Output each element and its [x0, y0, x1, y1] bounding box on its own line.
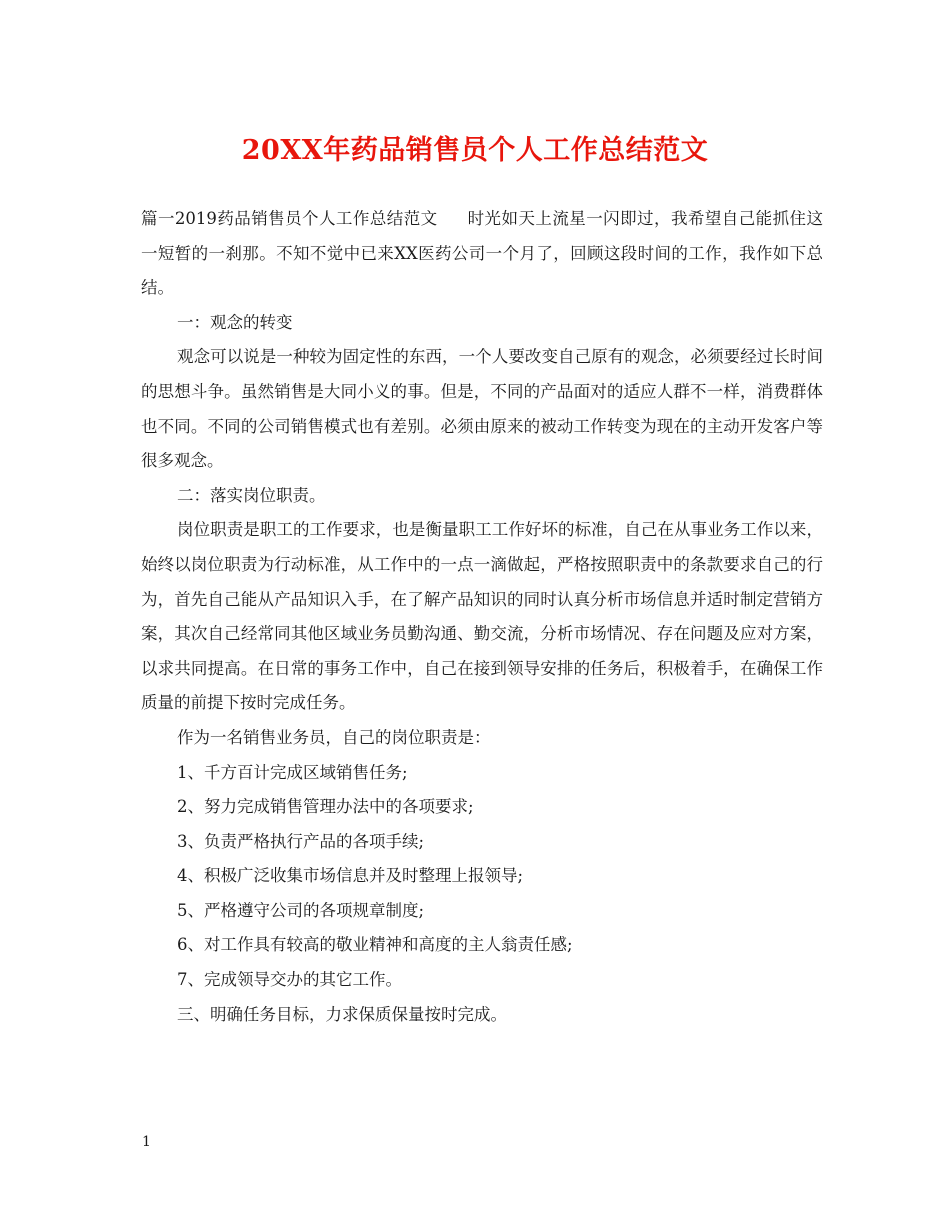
body-paragraph-duties: 岗位职责是职工的工作要求，也是衡量职工工作好坏的标准，自己在从事业务工作以来，始终以岗位职责为行动标准，从工作中的一点一滴做起，严格按照职责中的条款要求自己的行为，首先自己能从产品知识入手，在了解产品知识的同时认真分析市场信息并适时制定营销方案，其次自己经常同其他区域业务员勤沟通、勤交流，分析市场情况、存在问题及应对方案，以求共同提高。在日常的事务工作中，自己在接到领导安排的任务后，积极着手，在确保工作质量的前提下按时完成任务。	[141, 520, 823, 713]
list-item: 2、努力完成销售管理办法中的各项要求;	[177, 797, 474, 817]
intro-text: 时光如天上流星一闪即过，我希望自己能抓住这一短暂的一刹那。不知不觉中已来XX医药公司一个月了，回顾这段时间的工作，我作如下总结。	[141, 209, 823, 298]
intro-paragraph	[141, 202, 823, 306]
list-item: 6、对工作具有较高的敬业精神和高度的主人翁责任感;	[177, 935, 573, 955]
section-heading-2: 二：落实岗位职责。	[177, 485, 326, 505]
document-body	[141, 202, 823, 1032]
list-item: 4、积极广泛收集市场信息并及时整理上报领导;	[177, 866, 524, 886]
list-item: 7、完成领导交办的其它工作。	[177, 970, 402, 990]
list-item: 1、千方百计完成区域销售任务;	[177, 762, 408, 782]
list-item: 5、严格遵守公司的各项规章制度;	[177, 900, 425, 920]
article-heading: 篇一2019药品销售员个人工作总结范文	[141, 209, 438, 228]
section-heading-3: 三、明确任务目标，力求保质保量按时完成。	[177, 1004, 507, 1024]
page-title: 20XX年药品销售员个人工作总结范文	[241, 135, 709, 166]
section-heading-1: 一：观念的转变	[177, 312, 293, 332]
list-item: 3、负责严格执行产品的各项手续;	[177, 831, 425, 851]
page-number: 1	[142, 1134, 151, 1150]
body-paragraph-concept: 观念可以说是一种较为固定性的东西，一个人要改变自己原有的观念，必须要经过长时间的思想斗争。虽然销售是大同小义的事。但是，不同的产品面对的适应人群不一样，消费群体也不同。不同的公司销售模式也有差别。必须由原来的被动工作转变为现在的主动开发客户等很多观念。	[141, 347, 823, 471]
duties-intro: 作为一名销售业务员，自己的岗位职责是：	[177, 727, 491, 747]
